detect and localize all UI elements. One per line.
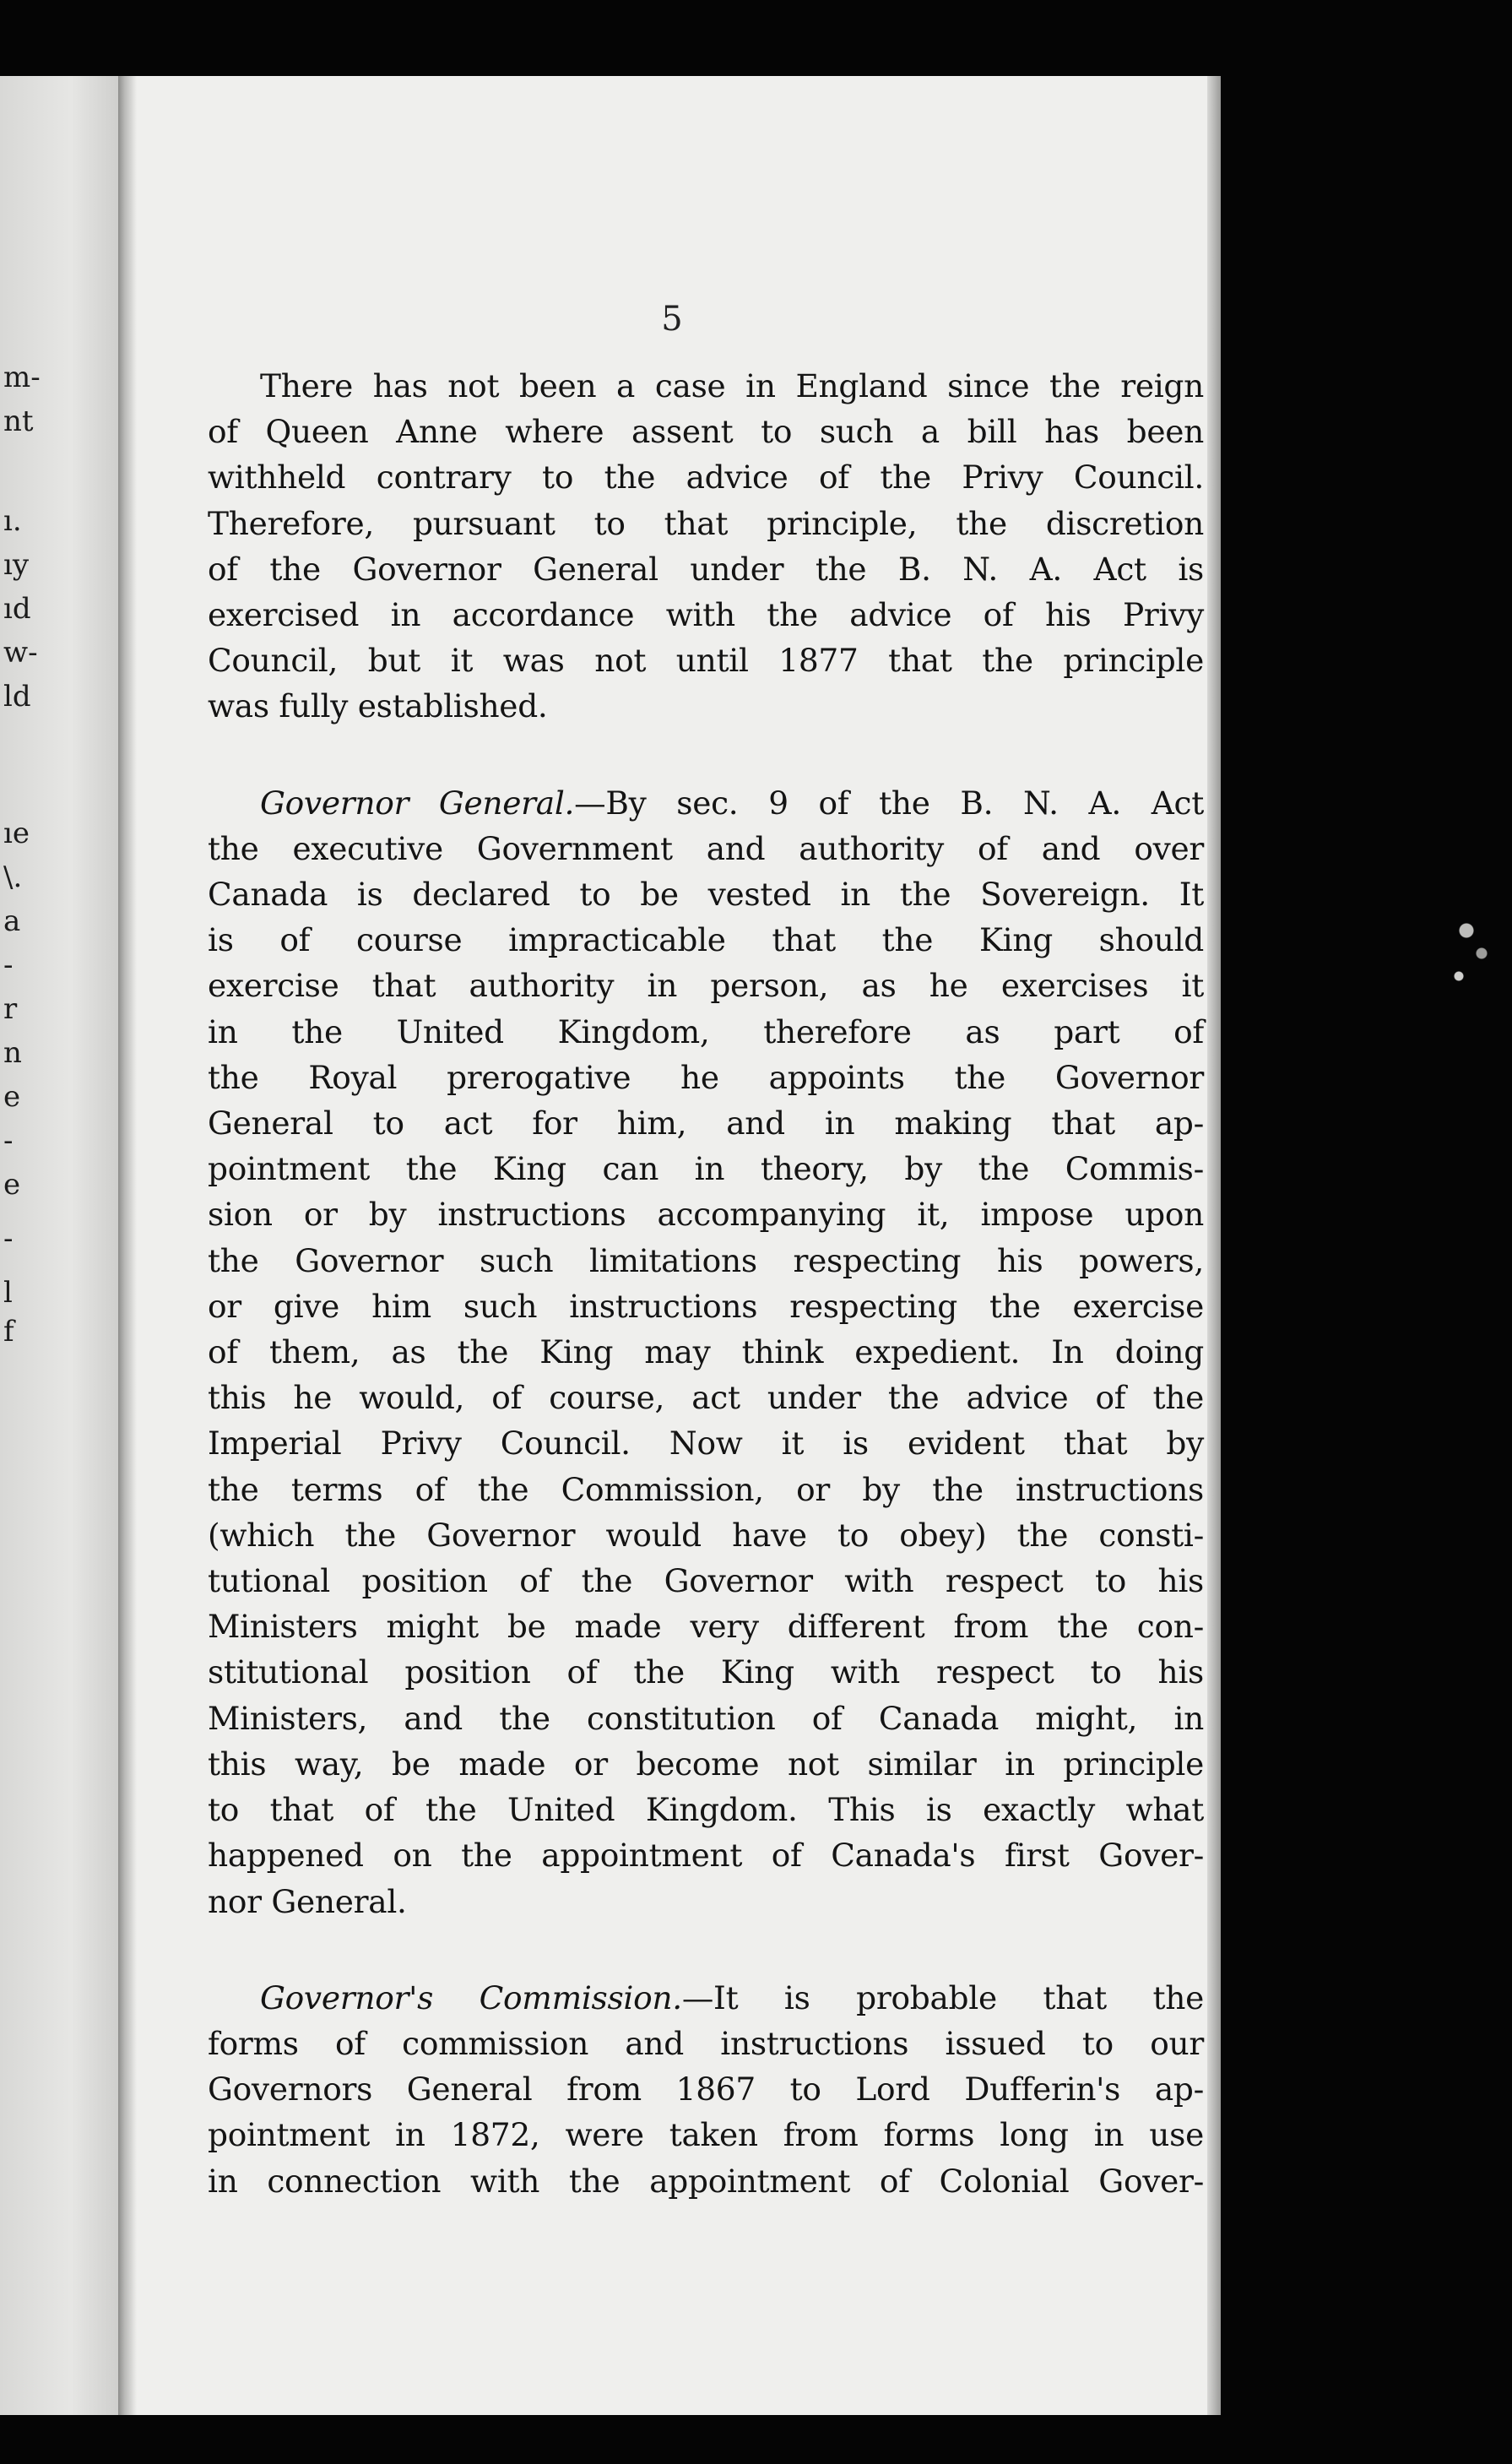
text-line: was fully established. [208, 687, 548, 725]
text-line: pointment in 1872, were taken from forms long in use [208, 2116, 1204, 2154]
text-line: happened on the appointment of Canada's first Gover- [208, 1837, 1204, 1875]
left-fragment: ıy [3, 548, 30, 582]
text-line: Therefore, pursuant to that principle, the discretion [208, 504, 1204, 542]
page-number: 5 [661, 300, 683, 339]
text-line: There has not been a case in England since the reign [260, 367, 1204, 404]
left-fragment: ld [3, 680, 31, 714]
text-line: (which the Governor would have to obey) the consti- [208, 1516, 1204, 1554]
text-line: exercise that authority in person, as he exercises it [208, 967, 1204, 1005]
text-line: stitutional position of the King with respect to his [208, 1653, 1204, 1691]
text-line: Canada is declared to be vested in the Sovereign. It [208, 876, 1204, 914]
previous-page-fragment [0, 76, 118, 2415]
text-line: Ministers, and the constitution of Canada might, in [208, 1699, 1204, 1737]
text-line: pointment the King can in theory, by the Commis- [208, 1150, 1204, 1188]
text-line: Ministers might be made very different from the con- [208, 1608, 1204, 1646]
body-text [208, 363, 1204, 2255]
left-fragment: r [3, 992, 18, 1026]
left-fragment: - [3, 948, 14, 982]
text-line: the executive Government and authority of and over [208, 829, 1204, 867]
left-fragment: - [3, 1124, 14, 1158]
text-line: withheld contrary to the advice of the Privy Council. [208, 459, 1204, 497]
text-line: the terms of the Commission, or by the instructions [208, 1470, 1204, 1508]
book-spine [118, 76, 137, 2415]
left-fragment: ıe [3, 817, 30, 850]
paragraph-governor-general [208, 780, 1204, 1924]
text-line: Governors General from 1867 to Lord Dufferin's ap- [208, 2071, 1204, 2109]
text-line: in the United Kingdom, therefore as part of [208, 1012, 1204, 1050]
text-line: General to act for him, and in making that ap- [208, 1104, 1204, 1142]
text-line [208, 1975, 1204, 2021]
left-fragment: \. [3, 860, 23, 894]
text-line: in connection with the appointment of Colonial Gover- [208, 2162, 1204, 2200]
left-fragment: ıd [3, 592, 31, 626]
text-line: of the Governor General under the B. N. A. Act is [208, 550, 1204, 588]
left-fragment: m- [3, 361, 41, 394]
left-fragment: nt [3, 404, 34, 438]
text-line: of them, as the King may think expedient. In doing [208, 1333, 1204, 1371]
section-heading: Governor General. [260, 784, 575, 822]
text-line: of Queen Anne where assent to such a bill has been [208, 413, 1204, 451]
text-line: tutional position of the Governor with respect to his [208, 1562, 1204, 1600]
text-line: to that of the United Kingdom. This is exactly what [208, 1791, 1204, 1829]
left-fragment: e [3, 1168, 21, 1202]
text-line: or give him such instructions respecting the exercise [208, 1287, 1204, 1325]
section-heading: Governor's Commission. [260, 1978, 682, 2016]
text-line: this way, be made or become not similar in principle [208, 1745, 1204, 1783]
text-line: sion or by instructions accompanying it, impose upon [208, 1196, 1204, 1234]
page [137, 76, 1207, 2415]
text-line: this he would, of course, act under the advice of the [208, 1379, 1204, 1417]
text-line: Imperial Privy Council. Now it is evident that by [208, 1425, 1204, 1463]
left-fragment: n [3, 1036, 22, 1070]
text-line-continuation: —It is probable that the [681, 1978, 1204, 2016]
text-line: forms of commission and instructions issued to our [208, 2024, 1204, 2062]
page-edge [1207, 76, 1221, 2415]
left-fragment: w- [3, 636, 38, 670]
left-fragment: l [3, 1276, 13, 1310]
paragraph-privy-council [208, 363, 1204, 730]
text-line: nor General. [208, 1882, 407, 1920]
text-line [208, 780, 1204, 826]
text-line-continuation: —By sec. 9 of the B. N. A. Act [574, 784, 1204, 822]
left-fragment: f [3, 1315, 14, 1349]
scan-artifact [1436, 870, 1512, 1022]
text-line: the Governor such limitations respecting his powers, [208, 1241, 1204, 1279]
left-fragment: a [3, 904, 21, 938]
left-fragment: - [3, 1222, 14, 1256]
left-fragment: e [3, 1080, 21, 1114]
text-line: the Royal prerogative he appoints the Governor [208, 1058, 1204, 1096]
text-line: is of course impracticable that the King should [208, 921, 1204, 959]
paragraph-governors-commission [208, 1975, 1204, 2204]
text-line: Council, but it was not until 1877 that the principle [208, 642, 1204, 680]
left-fragment: ı. [3, 504, 22, 538]
text-line: exercised in accordance with the advice of his Privy [208, 596, 1204, 634]
